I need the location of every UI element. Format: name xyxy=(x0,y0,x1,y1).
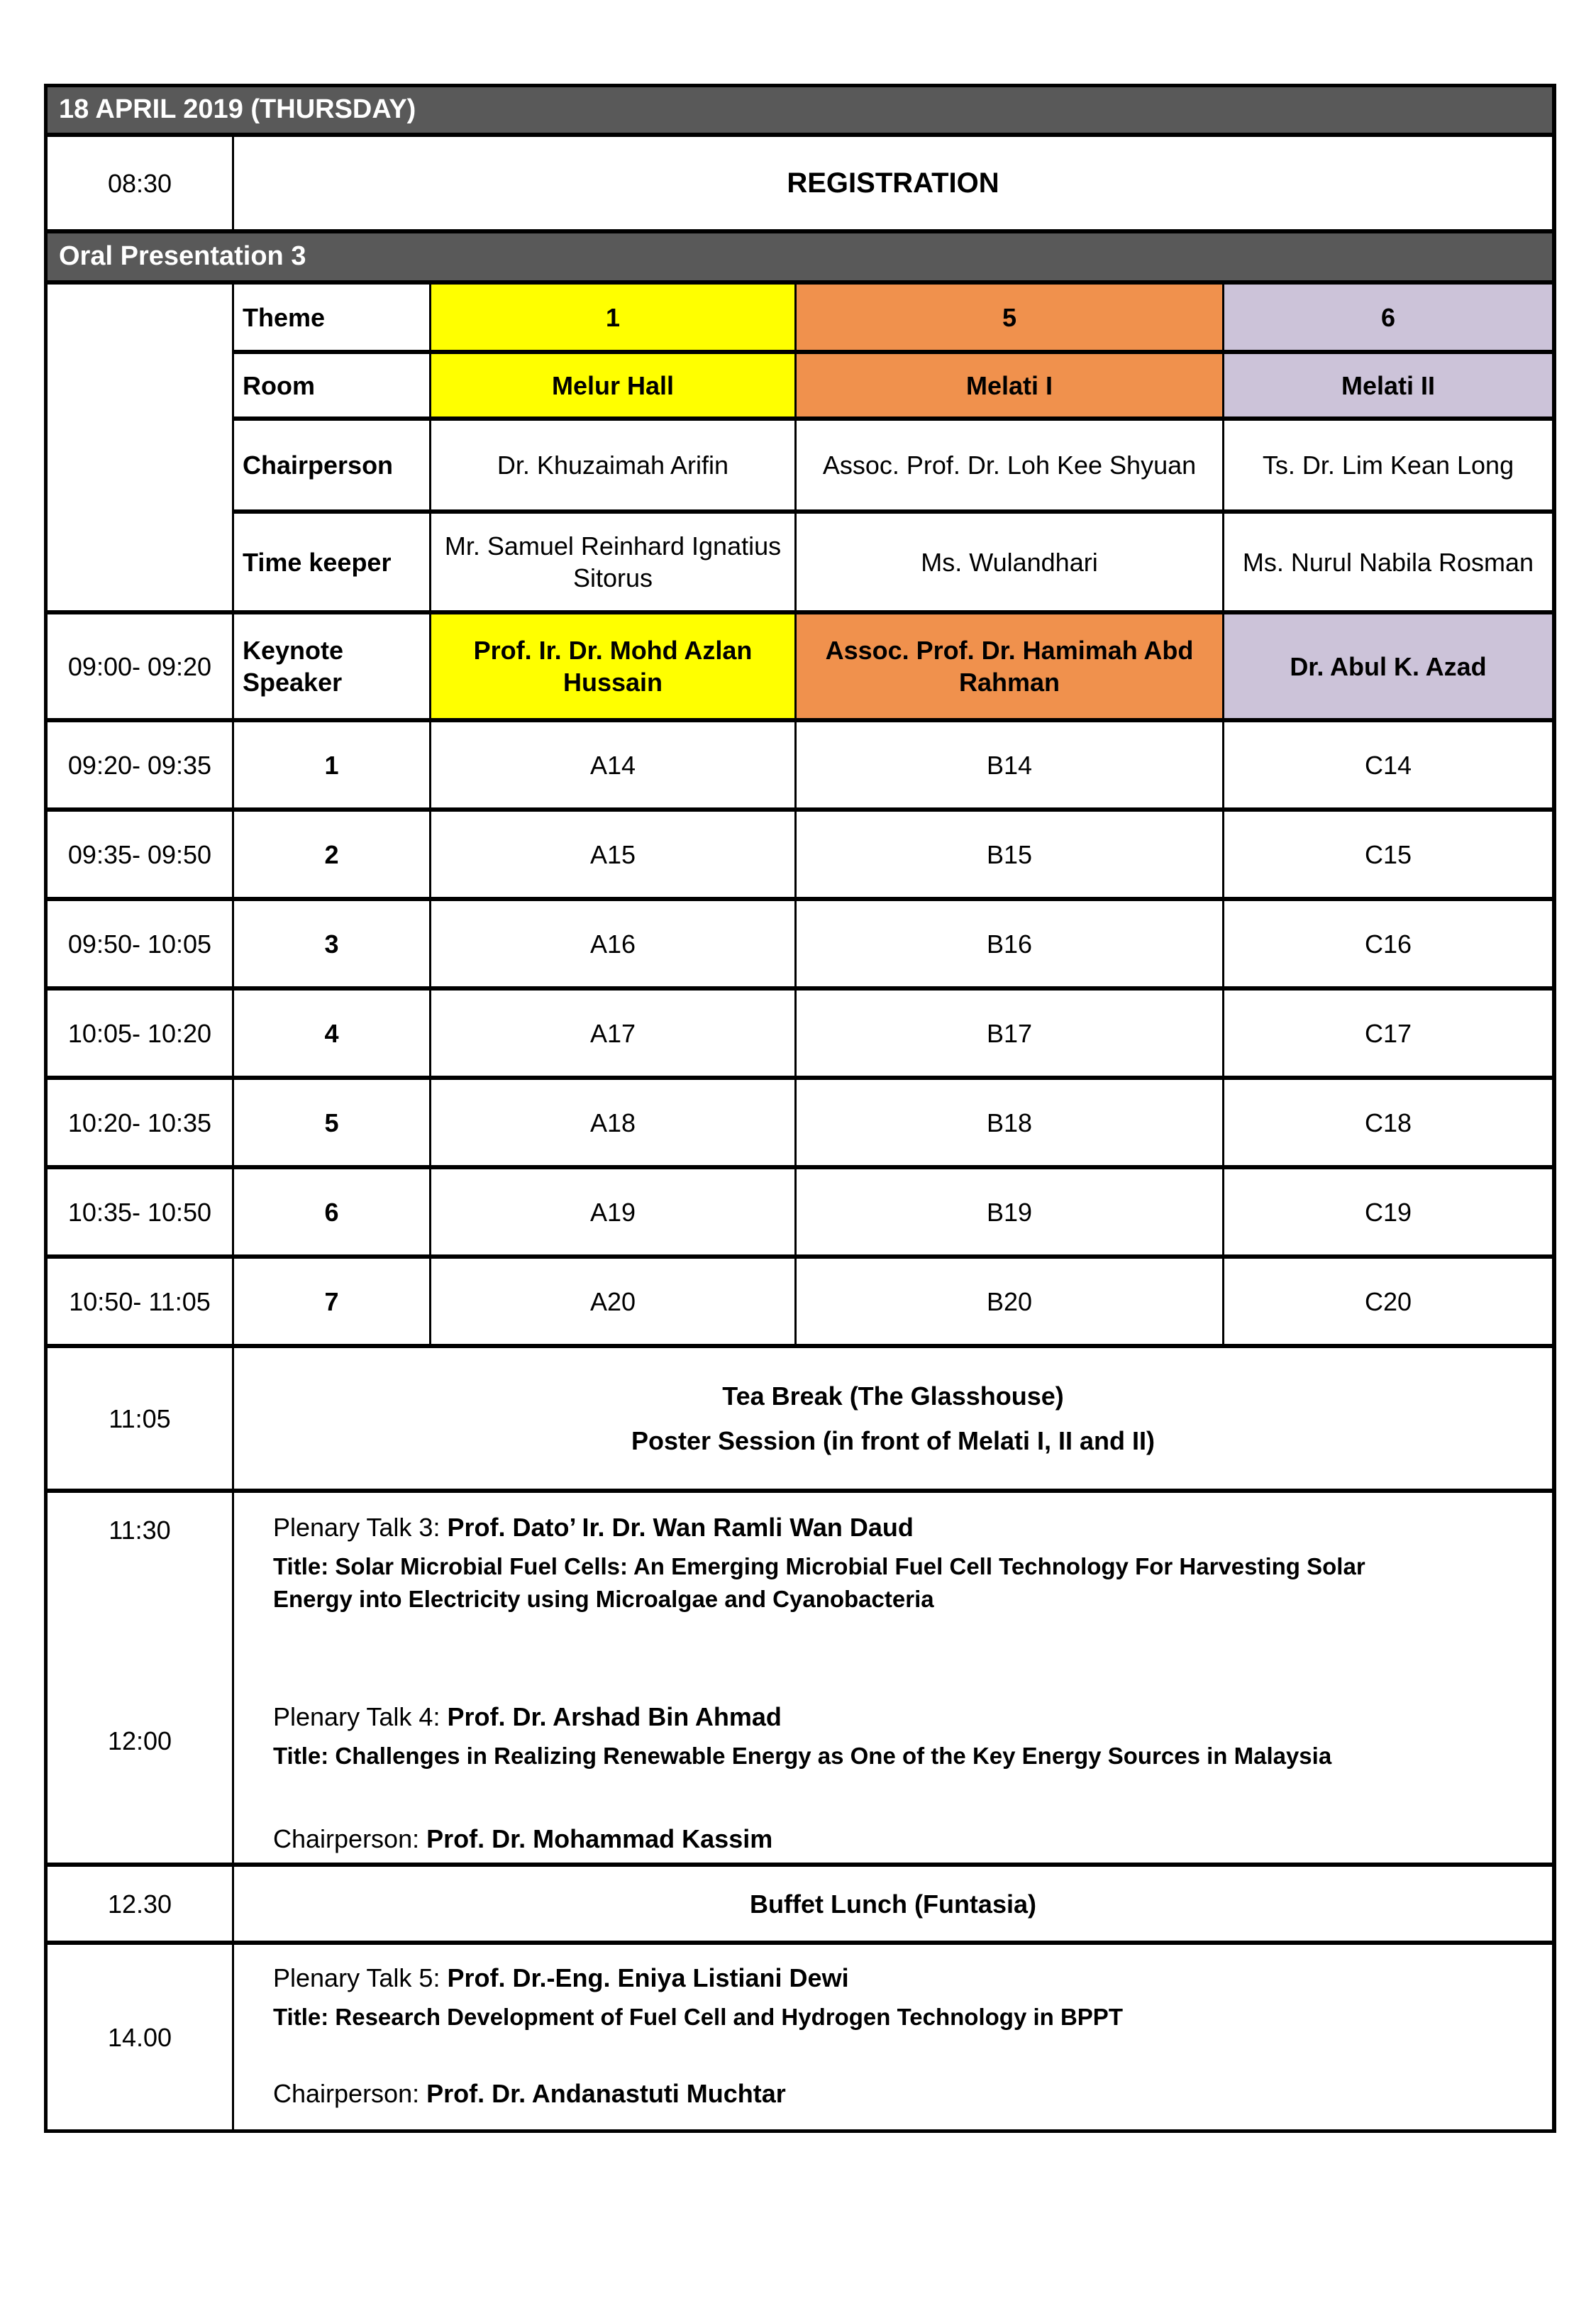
plenary4-time: 12:00 xyxy=(107,1726,172,1755)
room-row-label: Room xyxy=(234,354,429,416)
keynote-theme1-cell: Prof. Ir. Dr. Mohd Azlan Hussain xyxy=(431,614,794,718)
theme-row-label: Theme xyxy=(234,285,429,350)
plenary4-speaker-line xyxy=(273,1701,782,1733)
section-bar: Oral Presentation 3 xyxy=(48,233,1552,280)
chairperson-theme5-cell: Assoc. Prof. Dr. Loh Kee Shyuan xyxy=(797,421,1222,509)
paper-id-cell: A19 xyxy=(431,1169,794,1254)
slot-time-cell: 10:05- 10:20 xyxy=(48,991,232,1076)
keynote-row-label: Keynote Speaker xyxy=(234,614,429,718)
room-melur-hall-cell: Melur Hall xyxy=(431,354,794,416)
chairperson-row-label: Chairperson xyxy=(234,421,429,509)
schedule-table xyxy=(44,84,1556,2133)
lunch-time-cell: 12.30 xyxy=(48,1867,232,1941)
slot-number-cell: 7 xyxy=(234,1259,429,1344)
paper-id-cell: A20 xyxy=(431,1259,794,1344)
slot-time-cell: 09:35- 09:50 xyxy=(48,812,232,897)
theme-1-cell: 1 xyxy=(431,285,794,350)
slot-number-cell: 4 xyxy=(234,991,429,1076)
slot-time-cell: 09:50- 10:05 xyxy=(48,901,232,986)
plenary5-chair-label: Chairperson: xyxy=(273,2079,427,2109)
slot-time-cell: 09:20- 09:35 xyxy=(48,722,232,807)
empty-corner-cell xyxy=(48,285,232,610)
slot-time-cell: 10:20- 10:35 xyxy=(48,1080,232,1165)
paper-id-cell: B19 xyxy=(797,1169,1222,1254)
plenary5-speaker-line xyxy=(273,1962,849,1994)
slot-number-cell: 5 xyxy=(234,1080,429,1165)
timekeeper-row-label: Time keeper xyxy=(234,514,429,610)
theme-6-cell: 6 xyxy=(1224,285,1552,350)
slot-number-cell: 6 xyxy=(234,1169,429,1254)
keynote-theme6-cell: Dr. Abul K. Azad xyxy=(1224,614,1552,718)
timekeeper-theme1-cell: Mr. Samuel Reinhard Ignatius Sitorus xyxy=(431,514,794,610)
slot-time-cell: 10:50- 11:05 xyxy=(48,1259,232,1344)
plenary4-title: Title: Challenges in Realizing Renewable Energy as One of the Key Energy Sources in Malaysia xyxy=(273,1743,1332,1770)
plenary34-chairperson-line xyxy=(273,1823,772,1855)
paper-id-cell: A14 xyxy=(431,722,794,807)
paper-id-cell: C16 xyxy=(1224,901,1552,986)
plenary3-label: Plenary Talk 3: xyxy=(273,1513,448,1542)
paper-id-cell: B17 xyxy=(797,991,1222,1076)
lunch-label-cell: Buffet Lunch (Funtasia) xyxy=(234,1867,1552,1941)
plenary5-chairperson-line xyxy=(273,2078,786,2109)
tea-break-time-cell: 11:05 xyxy=(48,1348,232,1489)
paper-id-cell: C18 xyxy=(1224,1080,1552,1165)
plenary3-time: 11:30 xyxy=(109,1516,171,1545)
paper-id-cell: B14 xyxy=(797,722,1222,807)
paper-id-cell: B18 xyxy=(797,1080,1222,1165)
plenary4-speaker: Prof. Dr. Arshad Bin Ahmad xyxy=(447,1702,782,1732)
room-melati-2-cell: Melati II xyxy=(1224,354,1552,416)
paper-id-cell: C17 xyxy=(1224,991,1552,1076)
registration-time-cell: 08:30 xyxy=(48,137,232,229)
timekeeper-theme5-cell: Ms. Wulandhari xyxy=(797,514,1222,610)
plenary3-title: Title: Solar Microbial Fuel Cells: An Emerging Microbial Fuel Cell Technology For Harvesting Solar Energy into Electricity using Microalgae and Cyanobacteria xyxy=(273,1553,1365,1613)
paper-id-cell: C19 xyxy=(1224,1169,1552,1254)
timekeeper-theme6-cell: Ms. Nurul Nabila Rosman xyxy=(1224,514,1552,610)
plenary5-content-cell xyxy=(234,1945,1552,2129)
keynote-time-cell: 09:00- 09:20 xyxy=(48,614,232,718)
date-header-bar: 18 APRIL 2019 (THURSDAY) xyxy=(48,87,1552,133)
paper-id-cell: B20 xyxy=(797,1259,1222,1344)
tea-break-cell xyxy=(234,1348,1552,1489)
slot-number-cell: 3 xyxy=(234,901,429,986)
theme-5-cell: 5 xyxy=(797,285,1222,350)
slot-number-cell: 2 xyxy=(234,812,429,897)
slot-number-cell: 1 xyxy=(234,722,429,807)
paper-id-cell: C20 xyxy=(1224,1259,1552,1344)
plenary3-speaker-line xyxy=(273,1511,914,1543)
paper-id-cell: C14 xyxy=(1224,722,1552,807)
registration-label-cell: REGISTRATION xyxy=(234,137,1552,229)
plenary34-chair-label: Chairperson: xyxy=(273,1824,427,1853)
chairperson-theme6-cell: Ts. Dr. Lim Kean Long xyxy=(1224,421,1552,509)
room-melati-1-cell: Melati I xyxy=(797,354,1222,416)
plenary5-label: Plenary Talk 5: xyxy=(273,1963,448,1992)
keynote-theme5-cell: Assoc. Prof. Dr. Hamimah Abd Rahman xyxy=(797,614,1222,718)
plenary4-label: Plenary Talk 4: xyxy=(273,1702,448,1732)
tea-break-line1: Tea Break (The Glasshouse) xyxy=(722,1381,1064,1411)
paper-id-cell: B16 xyxy=(797,901,1222,986)
paper-id-cell: A16 xyxy=(431,901,794,986)
paper-id-cell: A15 xyxy=(431,812,794,897)
tea-break-line2: Poster Session (in front of Melati I, II and II) xyxy=(631,1426,1156,1455)
paper-id-cell: A17 xyxy=(431,991,794,1076)
paper-id-cell: A18 xyxy=(431,1080,794,1165)
plenary3-speaker: Prof. Dato’ Ir. Dr. Wan Ramli Wan Daud xyxy=(447,1513,914,1542)
plenary5-time-cell: 14.00 xyxy=(48,1945,232,2129)
plenary5-speaker: Prof. Dr.-Eng. Eniya Listiani Dewi xyxy=(447,1963,849,1992)
plenary34-time-cell xyxy=(48,1493,232,1863)
plenary34-chair-name: Prof. Dr. Mohammad Kassim xyxy=(426,1824,773,1853)
plenary5-title: Title: Research Development of Fuel Cell and Hydrogen Technology in BPPT xyxy=(273,2004,1123,2030)
paper-id-cell: C15 xyxy=(1224,812,1552,897)
slot-time-cell: 10:35- 10:50 xyxy=(48,1169,232,1254)
paper-id-cell: B15 xyxy=(797,812,1222,897)
plenary34-content-cell xyxy=(234,1493,1552,1863)
plenary5-chair-name: Prof. Dr. Andanastuti Muchtar xyxy=(426,2079,786,2109)
chairperson-theme1-cell: Dr. Khuzaimah Arifin xyxy=(431,421,794,509)
